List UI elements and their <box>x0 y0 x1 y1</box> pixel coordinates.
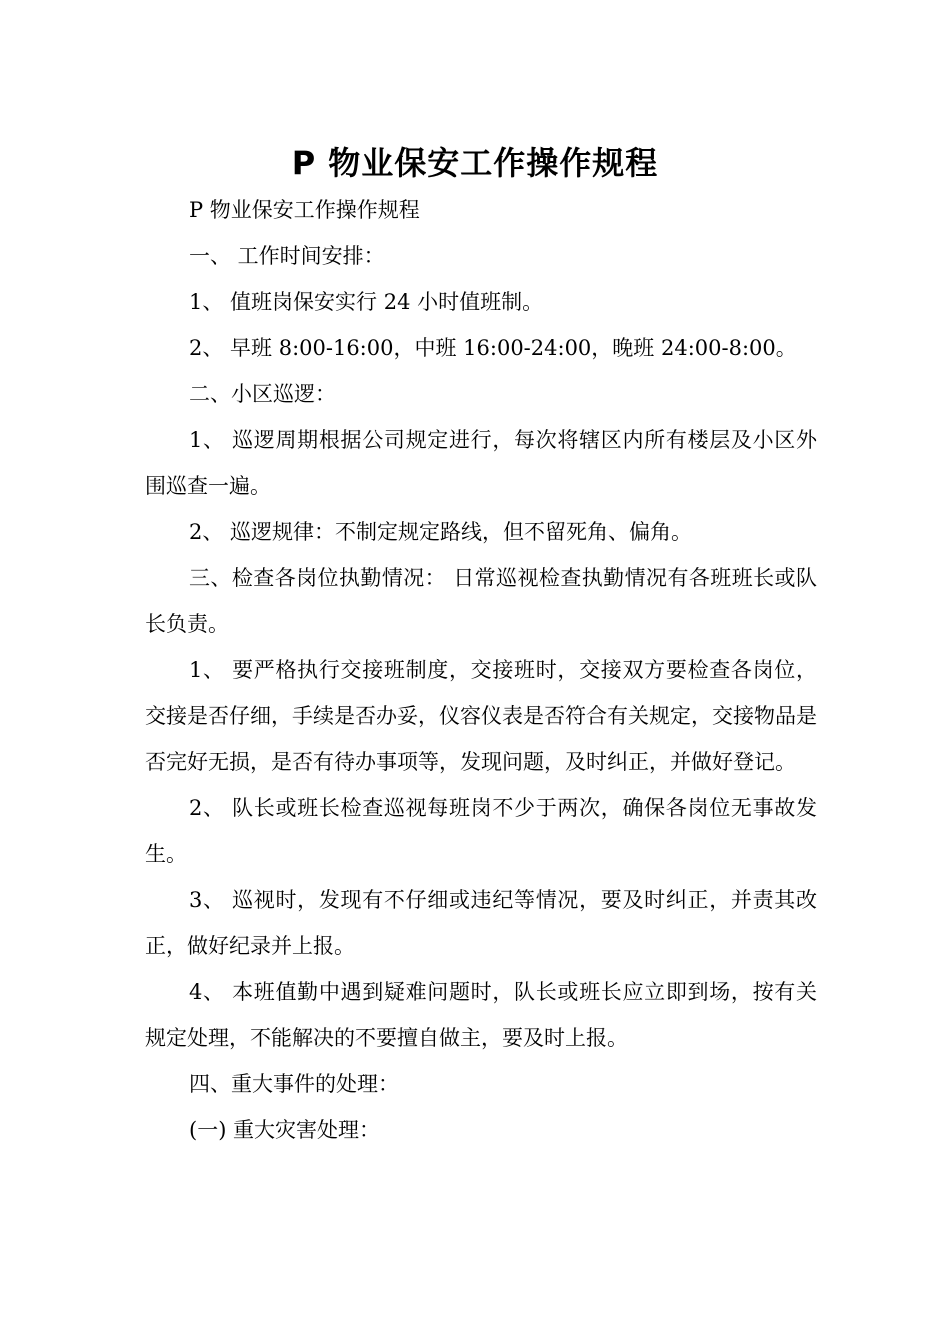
paragraph: 1、 要严格执行交接班制度，交接班时，交接双方要检查各岗位，交接是否仔细，手续是否办妥，仪容仪表是否符合有关规定，交接物品是否完好无损，是否有待办事项等，发现问题，及时纠正，并做好登记。 <box>145 658 817 774</box>
document-body <box>145 187 817 1153</box>
paragraph: 3、 巡视时，发现有不仔细或违纪等情况，要及时纠正，并责其改正，做好纪录并上报。 <box>145 888 817 958</box>
section-heading-work-schedule: 一、 工作时间安排： <box>189 244 385 268</box>
paragraph: 1、 巡逻周期根据公司规定进行，每次将辖区内所有楼层及小区外围巡查一遍。 <box>145 428 817 498</box>
section-heading-major-events: 四、重大事件的处理： <box>189 1072 399 1096</box>
paragraph: 2、 巡逻规律：不制定规定路线，但不留死角、偏角。 <box>189 520 693 544</box>
paragraph-subtitle: P 物业保安工作操作规程 <box>189 198 420 222</box>
subsection-heading-major-disaster: (一) 重大灾害处理： <box>189 1118 381 1142</box>
section-heading-post-inspection: 三、检查各岗位执勤情况： 日常巡视检查执勤情况有各班班长或队长负责。 <box>145 566 817 636</box>
section-heading-patrol: 二、小区巡逻： <box>189 382 336 406</box>
paragraph: 2、 早班 8:00-16:00，中班 16:00-24:00，晚班 24:00-8:00。 <box>189 336 797 360</box>
document-title: P 物业保安工作操作规程 <box>291 144 659 183</box>
paragraph: 2、 队长或班长检查巡视每班岗不少于两次，确保各岗位无事故发生。 <box>145 796 817 866</box>
paragraph: 1、 值班岗保安实行 24 小时值班制。 <box>189 290 544 314</box>
paragraph: 4、 本班值勤中遇到疑难问题时，队长或班长应立即到场，按有关规定处理，不能解决的不要擅自做主，要及时上报。 <box>145 980 817 1050</box>
